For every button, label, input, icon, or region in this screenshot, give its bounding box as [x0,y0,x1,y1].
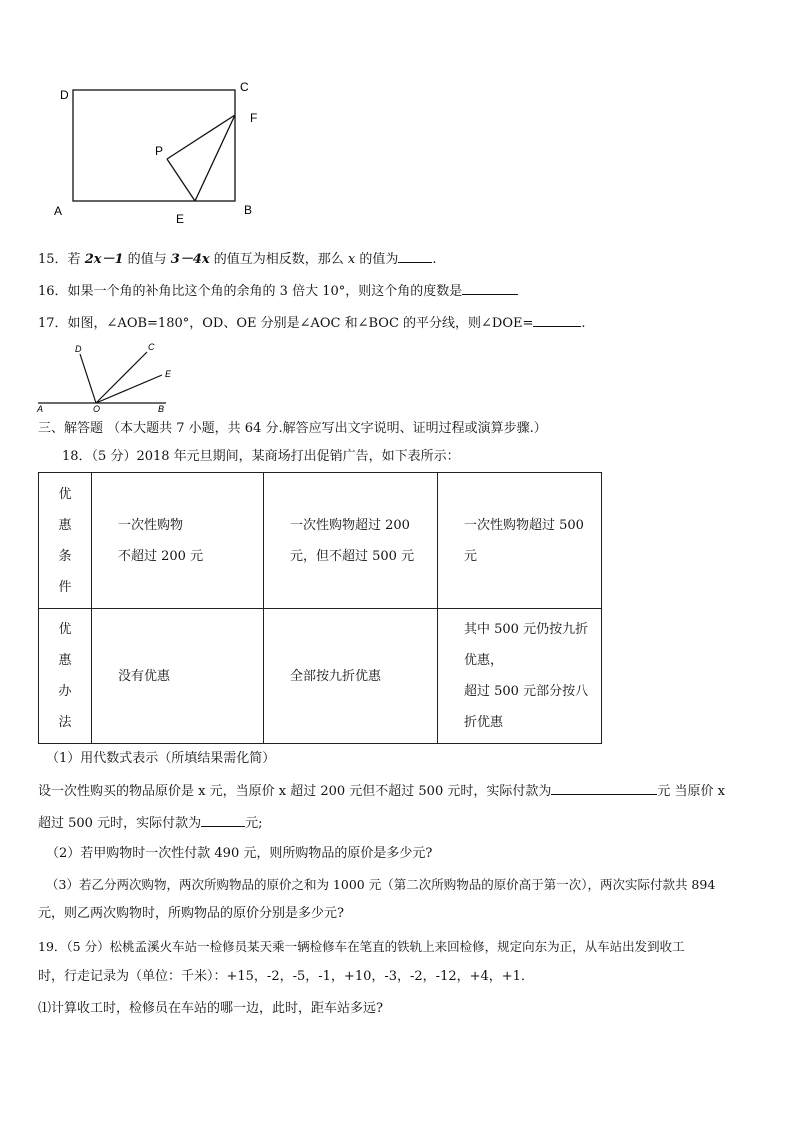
label-d: D [60,88,69,102]
cell-line: 不超过 200 元 [118,548,204,564]
label-e: E [165,369,172,379]
cell-method-tier2 [264,609,438,744]
label-a: A [37,404,44,414]
question-17 [38,313,756,333]
question-16 [38,281,756,301]
promotion-table [38,472,602,744]
ray-oe [96,375,162,403]
ray-oc [96,352,147,403]
q15-mid1: 的值与 [123,252,171,267]
q15-lead: 15．若 [38,252,85,267]
q15-mid2: 的值互为相反数，那么 [209,252,348,267]
q18-part1-line2 [38,813,756,833]
q15-expr1: 2x－1 [84,252,124,267]
cell-line: 一次性购物超过 500 元 [464,517,584,564]
q18-part3-line1: （3）若乙分两次购物，两次所购物品的原价之和为 1000 元（第二次所购物品的原价高于第一次），两次实际付款共 894 [46,877,716,892]
q15-tail: 的值为 [355,252,399,267]
rectangle-abcd [73,90,235,201]
cell-method-tier3 [438,609,602,744]
cell-line: 没有优惠 [118,668,171,684]
q15-var: x [347,252,356,267]
label-p: P [155,144,164,158]
q15-expr2: 3－4x [170,252,210,267]
cell-condition-tier2 [264,473,438,609]
row-head-conditions [39,473,92,609]
head-char: 惠 [58,653,72,668]
q18-part3-line2: 元，则乙两次购物时，所购物品的原价分别是多少元? [38,906,344,921]
label-d: D [75,344,82,354]
q17-end: . [581,316,586,331]
cell-line: 全部按九折优惠 [290,668,382,684]
label-a: A [54,204,63,218]
cell-line: 一次性购物超过 200 [290,517,410,533]
q15-answer-blank[interactable] [398,249,432,263]
cell-condition-tier3 [438,473,602,609]
ray-od [80,354,96,403]
q18-part1-title: （1）用代数式表示（所填结果需化简） [46,751,276,766]
table-row-methods [39,609,602,744]
head-char: 优 [58,622,72,637]
cell-method-tier1 [92,609,264,744]
cell-line: 超过 500 元部分按八折优惠 [464,684,589,730]
q18-part1-line1 [38,781,756,801]
head-char: 办 [58,684,72,699]
q18-part1-text-a: 设一次性购买的物品原价是 x 元，当原价 x 超过 200 元但不超过 500 元时，实际付款为 [38,784,552,799]
q18-part1-text-b: 元 当原价 x [657,784,725,799]
q18-part1-blank2[interactable] [201,813,245,827]
q15-end: . [432,252,437,267]
q18-part1-text-c: 超过 500 元时，实际付款为 [38,816,202,831]
label-b: B [244,203,253,217]
cell-line: 一次性购物 [118,517,184,533]
label-o: O [93,404,101,414]
label-f: F [250,111,258,125]
label-c: C [148,342,155,352]
head-char: 优 [58,486,72,502]
cell-condition-tier1 [92,473,264,609]
row-head-methods [39,609,92,744]
head-char: 惠 [58,517,72,533]
q16-text: 16．如果一个角的补角比这个角的余角的 3 倍大 10°，则这个角的度数是 [38,284,463,299]
question-15 [38,249,756,269]
q18-part1-blank1[interactable] [551,781,657,795]
head-char: 条 [58,548,72,564]
q18-part2: （2）若甲购物时一次性付款 490 元，则所购物品的原价是多少元? [46,846,433,861]
label-b: B [158,404,165,414]
head-char: 件 [58,579,72,595]
angle-figure [34,340,184,416]
cell-line: 其中 500 元仍按九折优惠， [464,622,589,668]
q17-text: 17．如图，∠AOB=180°，OD、OE 分别是∠AOC 和∠BOC 的平分线，则∠DOE= [38,316,534,331]
q17-answer-blank[interactable] [533,313,581,327]
label-c: C [240,80,249,94]
table-row-conditions [39,473,602,609]
question-18-intro: 18．（5 分）2018 年元旦期间，某商场打出促销广告，如下表所示： [62,449,460,464]
rectangle-figure [40,75,280,225]
q19-line1: 19．（5 分）松桃孟溪火车站一检修员某天乘一辆检修车在笔直的铁轨上来回检修，规定向东为正，从车站出发到收工 [38,939,685,954]
cell-line: 元，但不超过 500 元 [290,548,415,564]
head-char: 法 [58,715,72,730]
q18-part1-text-d: 元; [245,816,263,831]
q19-part1: ⑴计算收工时，检修员在车站的哪一边，此时，距车站多远? [38,1001,383,1016]
label-e: E [176,212,185,225]
q19-line2: 时，行走记录为（单位：千米）：+15，-2，-5，-1，+10，-3，-2，-12，+4，+1． [38,969,534,984]
segment-pe [167,159,195,201]
section-3-title: 三、解答题 （本大题共 7 小题，共 64 分.解答应写出文字说明、证明过程或演算步骤.） [38,421,547,436]
q16-answer-blank[interactable] [462,281,518,295]
